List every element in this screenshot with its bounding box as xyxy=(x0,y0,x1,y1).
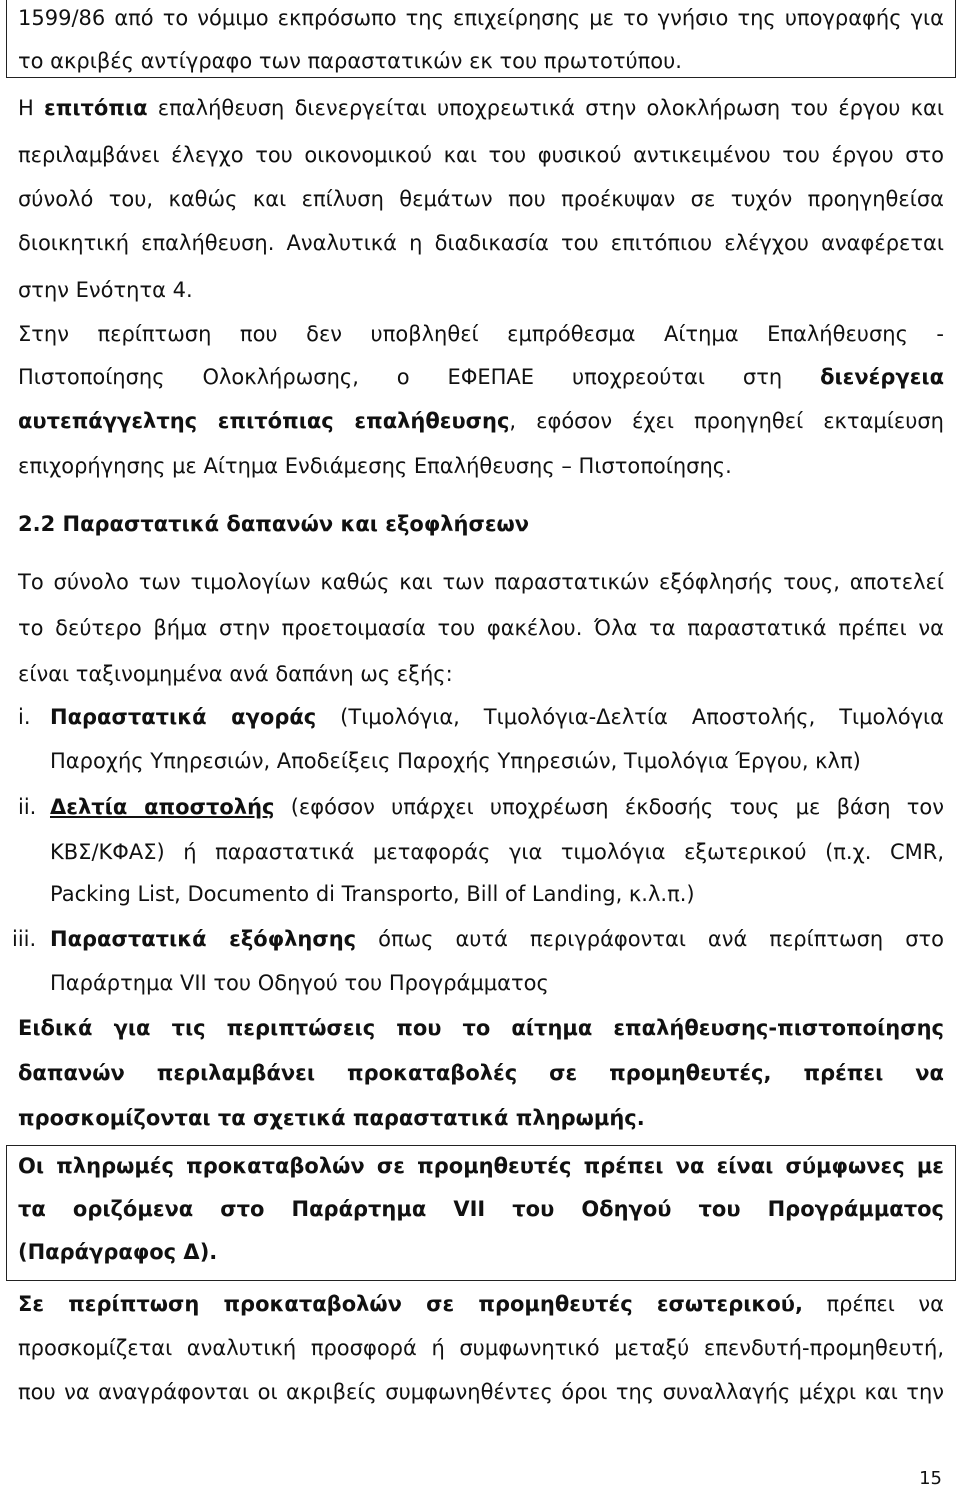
para4-line-1: Ειδικά για τις περιπτώσεις που το αίτημα επαλήθευσης-πιστοποίησης xyxy=(18,1016,944,1040)
para2-line-2 xyxy=(18,363,944,391)
para2-line-4: επιχορήγησης με Αίτημα Ενδιάμεσης Επαλήθευσης – Πιστοποίησης. xyxy=(18,454,732,478)
para1-text: Η xyxy=(18,96,45,120)
list-item-2-line-2: ΚΒΣ/ΚΦΑΣ) ή παραστατικά μεταφοράς για τιμολόγια εξωτερικού (π.χ. CMR, xyxy=(50,840,944,864)
para1-line-1 xyxy=(18,94,944,122)
para5-line-1 xyxy=(18,1290,944,1318)
list-item-number: iii. xyxy=(12,927,37,951)
para3-line-1: Το σύνολο των τιμολογίων καθώς και των παραστατικών εξόφλησής τους, αποτελεί xyxy=(18,570,944,594)
para4-line-2: δαπανών περιλαμβάνει προκαταβολές σε προμηθευτές, πρέπει να xyxy=(18,1061,944,1085)
para3-line-3: είναι ταξινομημένα ανά δαπάνη ως εξής: xyxy=(18,662,453,686)
para1-text: επαλήθευση διενεργείται υποχρεωτικά στην ολοκλήρωση του έργου και xyxy=(147,96,944,120)
para1-bold-term: επιτόπια xyxy=(44,96,148,120)
para2-text: , εφόσον έχει προηγηθεί εκταμίευση xyxy=(509,409,944,433)
para1-line-2: περιλαμβάνει έλεγχο του οικονομικού και του φυσικού αντικειμένου του έργου στο xyxy=(18,143,944,167)
list-item-text: όπως αυτά περιγράφονται ανά περίπτωση στο xyxy=(356,927,944,951)
para5-bold-phrase: Σε περίπτωση προκαταβολών σε προμηθευτές εσωτερικού, xyxy=(18,1292,803,1316)
note-line-2: τα οριζόμενα στο Παράρτημα VII του Οδηγού του Προγράμματος xyxy=(18,1197,944,1221)
list-item-text: (εφόσον υπάρχει υποχρέωση έκδοσής τους με βάση τον xyxy=(274,795,944,819)
list-item-title: Δελτία αποστολής xyxy=(50,795,275,819)
para5-line-2: προσκομίζεται αναλυτική προσφορά ή συμφωνητικό μεταξύ επενδυτή-προμηθευτή, xyxy=(18,1336,944,1360)
note-line-1: Οι πληρωμές προκαταβολών σε προμηθευτές πρέπει να είναι σύμφωνες με xyxy=(18,1154,944,1178)
para2-line-3 xyxy=(18,407,944,435)
list-item-2-line-3: Packing List, Documento di Transporto, Bill of Landing, κ.λ.π.) xyxy=(50,882,695,906)
list-item-number: ii. xyxy=(18,795,37,819)
section-heading: 2.2 Παραστατικά δαπανών και εξοφλήσεων xyxy=(18,512,530,536)
list-item-title: Παραστατικά αγοράς xyxy=(50,705,317,729)
para2-bold-term: διενέργεια xyxy=(820,365,944,389)
para5-line-3: που να αναγράφονται οι ακριβείς συμφωνηθέντες όροι της συναλλαγής μέχρι και την xyxy=(18,1380,944,1404)
para4-line-3: προσκομίζονται τα σχετικά παραστατικά πληρωμής. xyxy=(18,1106,645,1130)
para1-line-4: διοικητική επαλήθευση. Αναλυτικά η διαδικασία του επιτόπιου ελέγχου αναφέρεται xyxy=(18,231,944,255)
para3-line-2: το δεύτερο βήμα στην προετοιμασία του φακέλου. Όλα τα παραστατικά πρέπει να xyxy=(18,616,944,640)
para2-bold-phrase: αυτεπάγγελτης επιτόπιας επαλήθευσης xyxy=(18,409,510,433)
list-item-1-line-1 xyxy=(50,703,944,731)
para1-line-3: σύνολό του, καθώς και επίλυση θεμάτων που προέκυψαν σε τυχόν προηγηθείσα xyxy=(18,187,944,211)
para2-line-1: Στην περίπτωση που δεν υποβληθεί εμπρόθεσμα Αίτημα Επαλήθευσης - xyxy=(18,322,944,346)
block1-line-2: το ακριβές αντίγραφο των παραστατικών εκ του πρωτοτύπου. xyxy=(18,49,682,73)
list-item-title: Παραστατικά εξόφλησης xyxy=(50,927,357,951)
note-line-3: (Παράγραφος Δ). xyxy=(18,1240,218,1264)
page-number: 15 xyxy=(919,1468,942,1489)
list-item-3-line-1 xyxy=(50,925,944,953)
list-item-number: i. xyxy=(18,705,31,729)
list-item-3-line-2: Παράρτημα VII του Οδηγού του Προγράμματος xyxy=(50,971,549,995)
list-item-1-line-2: Παροχής Υπηρεσιών, Αποδείξεις Παροχής Υπηρεσιών, Τιμολόγια Έργου, κλπ) xyxy=(50,749,861,773)
para2-text: Πιστοποίησης Ολοκλήρωσης, ο ΕΦΕΠΑΕ υποχρεούται στη xyxy=(18,365,821,389)
para5-text: πρέπει να xyxy=(802,1292,944,1316)
para1-line-5: στην Ενότητα 4. xyxy=(18,278,193,302)
list-item-2-line-1 xyxy=(50,793,944,821)
block1-line-1: 1599/86 από το νόμιμο εκπρόσωπο της επιχείρησης με το γνήσιο της υπογραφής για xyxy=(18,6,944,30)
list-item-text: (Τιμολόγια, Τιμολόγια-Δελτία Αποστολής, Τιμολόγια xyxy=(316,705,944,729)
